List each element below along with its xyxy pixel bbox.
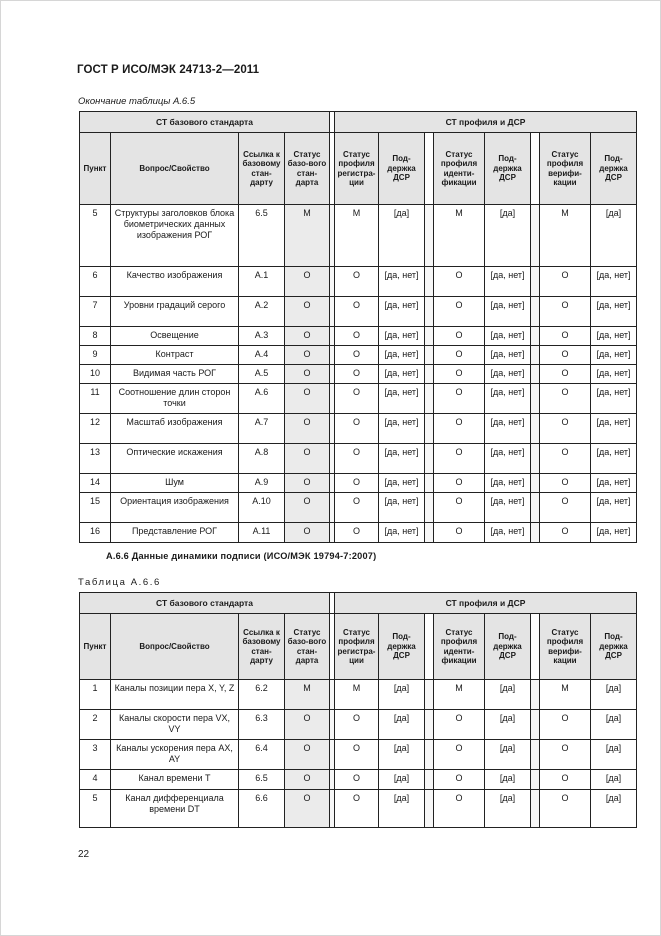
cell-support-id: [да, нет] [485,297,531,327]
cell-gap [531,493,540,523]
table-row [80,790,637,828]
col-header-status-reg: Статус профиля регистра-ции [335,614,379,680]
table-row [80,493,637,523]
cell-num: 4 [80,770,111,790]
col-header-ref: Ссылка к базовому стан-дарту [239,133,285,205]
cell-status-base: O [285,523,330,543]
cell-support-ver: [да] [591,680,637,710]
cell-support-ver: [да] [591,740,637,770]
cell-ref: 6.3 [239,710,285,740]
group-header-profile: СТ профиля и ДСР [335,112,637,133]
cell-ref: А.4 [239,346,285,365]
cell-gap [425,710,434,740]
cell-status-id: O [434,790,485,828]
cell-status-id: O [434,365,485,384]
cell-status-reg: O [335,327,379,346]
cell-status-reg: O [335,267,379,297]
cell-support-id: [да, нет] [485,384,531,414]
cell-support-ver: [да] [591,710,637,740]
cell-gap [531,770,540,790]
cell-support-ver: [да, нет] [591,444,637,474]
cell-status-ver: O [540,790,591,828]
cell-status-id: M [434,205,485,267]
cell-num: 8 [80,327,111,346]
cell-support-id: [да, нет] [485,444,531,474]
cell-ref: А.1 [239,267,285,297]
cell-ref: 6.2 [239,680,285,710]
table-row [80,365,637,384]
cell-status-reg: O [335,297,379,327]
cell-num: 9 [80,346,111,365]
cell-support-ver: [да] [591,790,637,828]
cell-support-ver: [да, нет] [591,474,637,493]
cell-status-base: O [285,297,330,327]
cell-ref: А.6 [239,384,285,414]
cell-status-ver: O [540,770,591,790]
col-header-status-base: Статус базо-вого стан-дарта [285,614,330,680]
cell-support-id: [да, нет] [485,523,531,543]
cell-gap [531,740,540,770]
cell-support-id: [да, нет] [485,346,531,365]
cell-gap [425,327,434,346]
cell-support-ver: [да] [591,770,637,790]
table-row [80,523,637,543]
cell-ref: А.2 [239,297,285,327]
col-header-status-ver: Статус профиля верифи-кации [540,614,591,680]
cell-support-id: [да] [485,790,531,828]
cell-ref: А.8 [239,444,285,474]
cell-status-reg: O [335,474,379,493]
col-header-support-ver: Под-держка ДСР [591,133,637,205]
group-header-base: СТ базового стандарта [80,593,330,614]
col-header-status-base: Статус базо-вого стан-дарта [285,133,330,205]
cell-gap [531,474,540,493]
table-row [80,474,637,493]
cell-status-reg: O [335,710,379,740]
cell-support-ver: [да, нет] [591,297,637,327]
cell-num: 10 [80,365,111,384]
cell-support-reg: [да, нет] [379,493,425,523]
cell-support-id: [да, нет] [485,414,531,444]
cell-question: Представление РОГ [111,523,239,543]
cell-support-id: [да] [485,740,531,770]
cell-gap [425,297,434,327]
cell-status-ver: M [540,680,591,710]
cell-status-id: O [434,444,485,474]
cell-question: Уровни градаций серого [111,297,239,327]
cell-status-ver: O [540,327,591,346]
cell-support-id: [да] [485,770,531,790]
cell-support-id: [да, нет] [485,365,531,384]
cell-gap [425,384,434,414]
cell-num: 13 [80,444,111,474]
cell-question: Освещение [111,327,239,346]
cell-status-base: O [285,414,330,444]
col-header-question: Вопрос/Свойство [111,614,239,680]
cell-status-reg: O [335,493,379,523]
cell-support-reg: [да, нет] [379,474,425,493]
table-a-6-5 [79,111,637,543]
cell-gap [425,346,434,365]
cell-status-reg: O [335,790,379,828]
cell-gap [425,267,434,297]
cell-question: Каналы ускорения пера AX, AY [111,740,239,770]
table-row [80,680,637,710]
cell-support-ver: [да, нет] [591,523,637,543]
table-row [80,710,637,740]
cell-ref: А.5 [239,365,285,384]
cell-status-base: O [285,710,330,740]
cell-gap [425,474,434,493]
cell-status-reg: O [335,523,379,543]
cell-ref: А.11 [239,523,285,543]
cell-ref: А.3 [239,327,285,346]
cell-gap [531,205,540,267]
cell-num: 7 [80,297,111,327]
cell-status-ver: O [540,267,591,297]
col-header-question: Вопрос/Свойство [111,133,239,205]
col-header-status-reg: Статус профиля регистра-ции [335,133,379,205]
cell-status-ver: O [540,346,591,365]
cell-status-id: O [434,384,485,414]
cell-status-id: O [434,523,485,543]
cell-status-base: O [285,790,330,828]
cell-gap [531,710,540,740]
cell-question: Структуры заголовков блока биометрических данных изображения РОГ [111,205,239,267]
cell-num: 2 [80,710,111,740]
cell-support-ver: [да] [591,205,637,267]
cell-support-reg: [да, нет] [379,414,425,444]
header-gap [531,133,540,205]
cell-status-id: O [434,346,485,365]
cell-question: Масштаб изображения [111,414,239,444]
cell-support-ver: [да, нет] [591,267,637,297]
col-header-num: Пункт [80,614,111,680]
cell-num: 5 [80,790,111,828]
cell-support-reg: [да] [379,740,425,770]
cell-question: Качество изображения [111,267,239,297]
table-row [80,444,637,474]
group-header-profile: СТ профиля и ДСР [335,593,637,614]
cell-support-reg: [да, нет] [379,444,425,474]
cell-status-id: O [434,710,485,740]
cell-status-base: O [285,770,330,790]
cell-support-ver: [да, нет] [591,493,637,523]
cell-status-id: O [434,770,485,790]
cell-status-base: O [285,493,330,523]
table-row [80,205,637,267]
cell-support-reg: [да] [379,680,425,710]
cell-ref: А.10 [239,493,285,523]
cell-status-base: M [285,205,330,267]
cell-status-reg: O [335,384,379,414]
table-row [80,740,637,770]
cell-status-ver: O [540,414,591,444]
cell-gap [531,346,540,365]
col-header-support-id: Под-держка ДСР [485,614,531,680]
table-caption-continuation: Окончание таблицы А.6.5 [78,96,196,107]
cell-gap [531,267,540,297]
col-header-support-reg: Под-держка ДСР [379,614,425,680]
col-header-status-ver: Статус профиля верифи-кации [540,133,591,205]
cell-gap [531,523,540,543]
cell-support-reg: [да] [379,710,425,740]
cell-support-id: [да, нет] [485,267,531,297]
cell-status-reg: M [335,205,379,267]
cell-status-reg: O [335,414,379,444]
cell-gap [531,297,540,327]
cell-support-reg: [да] [379,790,425,828]
cell-status-id: O [434,267,485,297]
col-header-status-id: Статус профиля иденти-фикации [434,133,485,205]
cell-status-base: O [285,740,330,770]
cell-status-reg: O [335,740,379,770]
cell-support-reg: [да] [379,205,425,267]
cell-gap [531,414,540,444]
col-header-support-ver: Под-держка ДСР [591,614,637,680]
col-header-status-id: Статус профиля иденти-фикации [434,614,485,680]
cell-question: Каналы скорости пера VX, VY [111,710,239,740]
cell-support-ver: [да, нет] [591,327,637,346]
cell-status-id: O [434,297,485,327]
cell-support-ver: [да, нет] [591,365,637,384]
cell-support-id: [да, нет] [485,493,531,523]
cell-status-base: O [285,327,330,346]
cell-gap [531,327,540,346]
cell-status-base: O [285,384,330,414]
cell-ref: 6.4 [239,740,285,770]
cell-support-ver: [да, нет] [591,346,637,365]
cell-num: 12 [80,414,111,444]
table-caption: Таблица А.6.6 [78,577,161,588]
cell-status-base: M [285,680,330,710]
cell-num: 14 [80,474,111,493]
cell-gap [531,365,540,384]
cell-status-ver: O [540,710,591,740]
cell-status-reg: O [335,365,379,384]
cell-gap [425,523,434,543]
cell-gap [425,414,434,444]
cell-gap [425,365,434,384]
group-header-base: СТ базового стандарта [80,112,330,133]
cell-status-ver: O [540,493,591,523]
cell-support-reg: [да, нет] [379,267,425,297]
cell-support-reg: [да, нет] [379,327,425,346]
cell-status-base: O [285,474,330,493]
cell-gap [425,444,434,474]
cell-num: 6 [80,267,111,297]
cell-status-id: O [434,493,485,523]
cell-ref: 6.5 [239,770,285,790]
cell-gap [531,790,540,828]
cell-status-base: O [285,267,330,297]
cell-status-ver: O [540,444,591,474]
cell-status-ver: O [540,365,591,384]
cell-status-id: O [434,414,485,444]
cell-support-id: [да, нет] [485,474,531,493]
table-row [80,267,637,297]
document-header: ГОСТ Р ИСО/МЭК 24713-2—2011 [77,64,260,76]
cell-status-ver: O [540,297,591,327]
cell-status-id: O [434,740,485,770]
cell-support-reg: [да, нет] [379,523,425,543]
cell-num: 11 [80,384,111,414]
cell-num: 16 [80,523,111,543]
cell-ref: А.7 [239,414,285,444]
cell-status-id: M [434,680,485,710]
table-a-6-6 [79,592,637,828]
cell-question: Канал дифференциала времени DT [111,790,239,828]
cell-ref: 6.6 [239,790,285,828]
cell-gap [531,384,540,414]
cell-gap [425,205,434,267]
table-row [80,327,637,346]
cell-num: 15 [80,493,111,523]
cell-support-ver: [да, нет] [591,384,637,414]
cell-question: Шум [111,474,239,493]
col-header-support-reg: Под-держка ДСР [379,133,425,205]
cell-question: Соотношение длин сторон точки [111,384,239,414]
cell-question: Видимая часть РОГ [111,365,239,384]
cell-num: 1 [80,680,111,710]
cell-gap [425,680,434,710]
header-gap [425,133,434,205]
col-header-support-id: Под-держка ДСР [485,133,531,205]
table-row [80,346,637,365]
cell-status-base: O [285,365,330,384]
cell-status-id: O [434,327,485,346]
header-gap [531,614,540,680]
cell-support-id: [да, нет] [485,327,531,346]
cell-question: Ориентация изображения [111,493,239,523]
cell-support-id: [да] [485,710,531,740]
cell-gap [425,493,434,523]
cell-question: Оптические искажения [111,444,239,474]
cell-status-ver: O [540,474,591,493]
col-header-num: Пункт [80,133,111,205]
table-row [80,297,637,327]
cell-status-ver: O [540,384,591,414]
cell-support-reg: [да, нет] [379,365,425,384]
cell-support-reg: [да, нет] [379,297,425,327]
cell-ref: А.9 [239,474,285,493]
cell-support-reg: [да, нет] [379,346,425,365]
cell-gap [425,770,434,790]
header-gap [425,614,434,680]
cell-status-ver: O [540,523,591,543]
cell-status-ver: M [540,205,591,267]
table-row [80,384,637,414]
cell-status-reg: O [335,346,379,365]
cell-support-id: [да] [485,680,531,710]
cell-status-base: O [285,444,330,474]
cell-gap [425,790,434,828]
cell-question: Контраст [111,346,239,365]
cell-support-reg: [да] [379,770,425,790]
cell-question: Канал времени T [111,770,239,790]
cell-ref: 6.5 [239,205,285,267]
cell-status-ver: O [540,740,591,770]
table-row [80,770,637,790]
table-row [80,414,637,444]
cell-status-reg: O [335,444,379,474]
cell-support-ver: [да, нет] [591,414,637,444]
cell-num: 3 [80,740,111,770]
cell-status-reg: O [335,770,379,790]
cell-gap [531,680,540,710]
cell-status-base: O [285,346,330,365]
cell-support-id: [да] [485,205,531,267]
cell-num: 5 [80,205,111,267]
col-header-ref: Ссылка к базовому стан-дарту [239,614,285,680]
section-title: А.6.6 Данные динамики подписи (ИСО/МЭК 19794-7:2007) [106,551,377,561]
cell-gap [425,740,434,770]
cell-status-id: O [434,474,485,493]
cell-status-reg: M [335,680,379,710]
cell-question: Каналы позиции пера X, Y, Z [111,680,239,710]
cell-gap [531,444,540,474]
cell-support-reg: [да, нет] [379,384,425,414]
page-number: 22 [78,849,90,860]
